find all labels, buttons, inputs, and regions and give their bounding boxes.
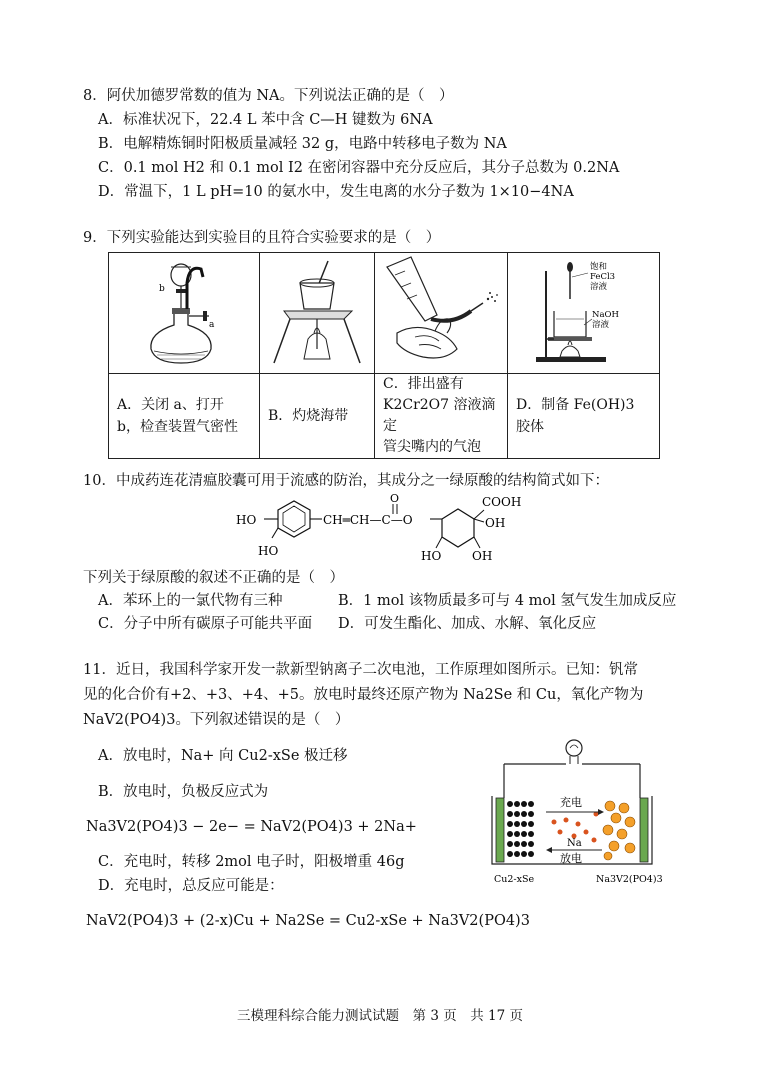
q11-option-b-equation: Na3V2(PO4)3 − 2e− = NaV2(PO4)3 + 2Na+ [86, 819, 417, 835]
q11-option-d: D．充电时，总反应可能是： [98, 878, 284, 894]
q9-figure-a [109, 253, 260, 374]
fig-label-left-electrode: Cu2-xSe [494, 874, 535, 885]
q9-caption-d [508, 374, 660, 459]
q8-option-a: A．标准状况下，22.4 L 苯中含 C—H 键数为 6NA [98, 112, 433, 128]
q9-experiment-table [108, 252, 660, 459]
q9-caption-d-line2: 胶体 [516, 419, 544, 435]
q11-option-a: A．放电时，Na+ 向 Cu2-xSe 极迁移 [98, 748, 348, 764]
fig-label-fecl3-1: 饱和 [590, 262, 608, 272]
struct-chain: CH═CH—C—O [323, 513, 413, 527]
q8-option-d: D．常温下，1 L pH=10 的氨水中，发生电离的水分子数为 1×10−4NA [98, 184, 574, 200]
q10-stem: 10．中成药连花清瘟胶囊可用于流感的防治，其成分之一绿原酸的结构简式如下： [83, 473, 609, 489]
fig-label-charge: 充电 [560, 796, 582, 809]
q9-caption-c-line1: C．排出盛有 [383, 376, 464, 392]
q9-caption-c-line2: K2Cr2O7 溶液滴定 [383, 397, 496, 434]
fig-label-discharge: 放电 [560, 852, 582, 865]
fig-label-fecl3-2: FeCl3 [590, 272, 616, 282]
q11-option-d-equation: NaV2(PO4)3 + (2-x)Cu + Na2Se = Cu2-xSe + Na3V2(PO4)3 [86, 913, 530, 929]
sodium-ion-battery-figure [490, 736, 680, 896]
q8-stem: 8．阿伏加德罗常数的值为 NA。下列说法正确的是（ ） [83, 88, 454, 104]
q10-option-c: C．分子中所有碳原子可能共平面 [98, 616, 313, 632]
q9-caption-c [375, 374, 508, 459]
q9-caption-b [260, 374, 375, 459]
q9-stem: 9．下列实验能达到实验目的且符合实验要求的是（ ） [83, 230, 441, 246]
q10-option-b: B．1 mol 该物质最多可与 4 mol 氢气发生加成反应 [338, 593, 677, 609]
struct-ho-3: HO [421, 549, 442, 563]
fig-label-naoh-1: NaOH [592, 310, 619, 320]
feoh3-colloid-figure [508, 253, 659, 369]
fig-label-naoh-2: 溶液 [592, 320, 610, 330]
q9-figure-c [375, 253, 508, 374]
burette-bubble-figure [375, 253, 507, 369]
q11-stem-line2: 见的化合价有+2、+3、+4、+5。放电时最终还原产物为 Na2Se 和 Cu，氧化产物为 [83, 687, 644, 703]
q11-option-b: B．放电时，负极反应式为 [98, 784, 269, 800]
fig-label-fecl3-3: 溶液 [590, 282, 608, 292]
q11-stem-line3: NaV2(PO4)3。下列叙述错误的是（ ） [83, 712, 350, 728]
fig-label-na: Na [567, 838, 582, 849]
fig-label-a: a [209, 320, 215, 330]
q8-option-c: C．0.1 mol H2 和 0.1 mol I2 在密闭容器中充分反应后，其分子总数为 0.2NA [98, 160, 620, 176]
struct-ho-1: HO [236, 513, 257, 527]
fig-label-right-electrode: Na3V2(PO4)3 [596, 874, 663, 885]
airtight-apparatus-figure [109, 253, 259, 369]
q9-caption-a-line2: b，检查装置气密性 [117, 419, 238, 435]
chlorogenic-acid-structure [232, 492, 522, 568]
crucible-heating-figure [260, 253, 374, 369]
q11-option-c: C．充电时，转移 2mol 电子时，阳极增重 46g [98, 854, 405, 870]
q9-caption-b-line1: B．灼烧海带 [268, 408, 349, 424]
struct-ho-2: HO [258, 544, 279, 558]
q10-option-a: A．苯环上的一氯代物有三种 [98, 593, 283, 609]
struct-oh-1: OH [485, 516, 506, 530]
q11-stem-line1: 11．近日，我国科学家开发一款新型钠离子二次电池，工作原理如图所示。已知：钒常 [83, 662, 638, 678]
q9-figure-d [508, 253, 660, 374]
bulb-icon [566, 740, 582, 756]
struct-oh-2: OH [472, 549, 493, 563]
struct-cooh: COOH [482, 495, 522, 509]
q9-caption-c-line3: 管尖嘴内的气泡 [383, 439, 481, 455]
fig-label-b: b [159, 284, 165, 294]
q9-figure-b [260, 253, 375, 374]
q9-caption-a [109, 374, 260, 459]
struct-carbonyl-o: O [390, 492, 400, 505]
q9-caption-d-line1: D．制备 Fe(OH)3 [516, 397, 635, 413]
q10-sub-stem: 下列关于绿原酸的叙述不正确的是（ ） [83, 570, 344, 586]
q8-option-b: B．电解精炼铜时阳极质量减轻 32 g，电路中转移电子数为 NA [98, 136, 507, 152]
q9-caption-a-line1: A．关闭 a、打开 [117, 397, 224, 413]
page-footer: 三模理科综合能力测试试题 第 3 页 共 17 页 [237, 1008, 523, 1024]
q10-option-d: D．可发生酯化、加成、水解、氧化反应 [338, 616, 597, 632]
